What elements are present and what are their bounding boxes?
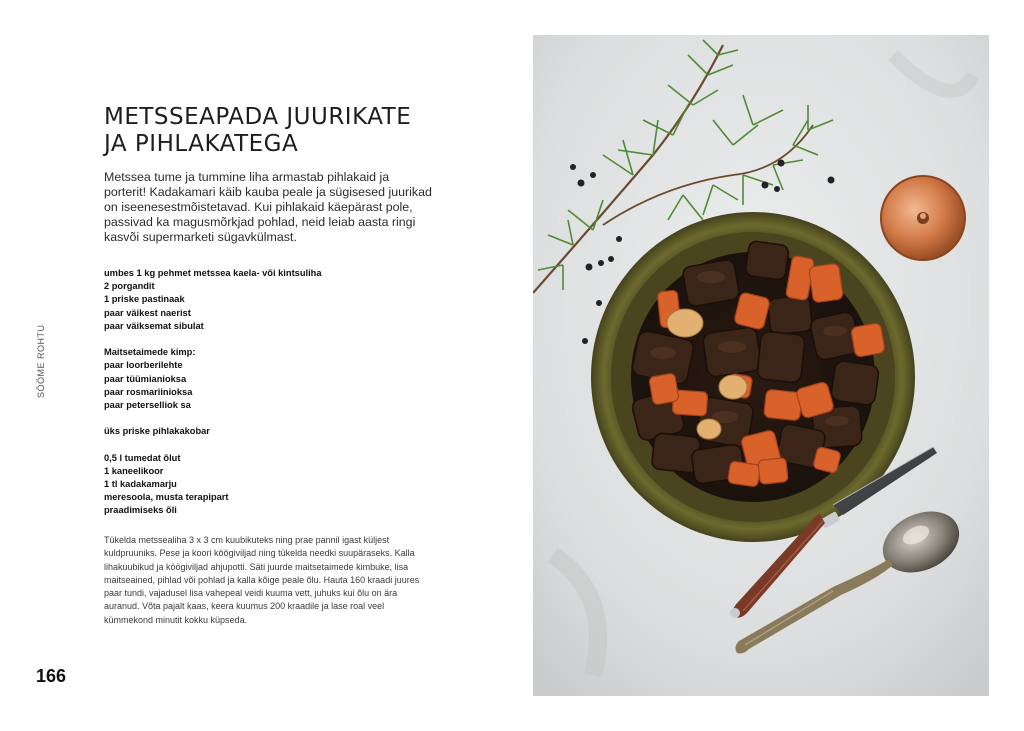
ingredient-line (104, 333, 434, 346)
ingredient-line: umbes 1 kg pehmet metssea kaela- või kintsuliha (104, 268, 322, 278)
herb-bundle-heading: Maitsetaimede kimp: (104, 347, 196, 358)
title-line-1: METSSEAPADA JUURIKATE (104, 104, 412, 130)
ingredient-line (104, 438, 434, 451)
ingredient-line: paar rosmariinioksa (104, 386, 193, 397)
ingredient-line: praadimiseks õli (104, 505, 177, 516)
ingredient-line: paar tüümianioksa (104, 373, 187, 384)
ingredient-line: 1 kaneelikoor (104, 465, 164, 476)
ingredient-line: paar peterselliok sa (104, 399, 191, 410)
page-number: 166 (36, 666, 67, 686)
intro-paragraph: Metssea tume ja tummine liha armastab pihlakaid ja porterit! Kadakamari käib kauba peale ja sügisesed juurikad on iseenesestmõistetavad. Kui pihlakaid käepärast pole, passivad ka magusmõrkjad pohlad, neid leiab aasta ringi kasvõi supermarketi sügavkülmast. (104, 170, 432, 244)
ingredient-line: paar loorberilehte (104, 360, 183, 371)
ingredient-line: meresoola, musta terapipart (104, 492, 229, 503)
ingredient-line (104, 412, 434, 425)
method-paragraph: Tükelda metssealiha 3 x 3 cm kuubikuteks ning prae pannil igast küljest kuldpruuniks. Pese ja koori köögiviljad ning tükelda needki suupäraseks. Kalla lihakuubikud ja köögiviljad ahjupotti. Säti juurde maitsetaimede kimbuke, lisa maitseained, pihlad või pohlad ja kalla kõige peale õlu. Hauta 160 kraadi juures paar tundi, vajadusel lisa vahepeal veidi kuuma vett, juhuks kui õlu on ära auranud. Võta pajalt kaas, keera kuumus 200 kraadile ja lase roal veel kümmekond minutit kokku küpseda. (104, 535, 420, 625)
ingredient-line: üks priske pihlakakobar (104, 426, 210, 437)
title-line-2: JA PIHLAKATEGA (104, 131, 299, 157)
ingredient-line: 1 priske pastinaak (104, 294, 185, 305)
ingredient-line: 0,5 l tumedat õlut (104, 452, 181, 463)
ingredient-line: 2 porgandit (104, 281, 155, 292)
recipe-title (104, 104, 504, 158)
section-label: SÖÖME ROHTU (36, 324, 46, 398)
ingredient-line: 1 tl kadakamarju (104, 479, 177, 489)
ingredient-list (104, 267, 434, 518)
recipe-photo (533, 35, 989, 696)
ingredient-line: paar väiksemat sibulat (104, 320, 204, 331)
copper-lid-icon (881, 176, 965, 260)
ingredient-line: paar väikest naerist (104, 307, 191, 318)
